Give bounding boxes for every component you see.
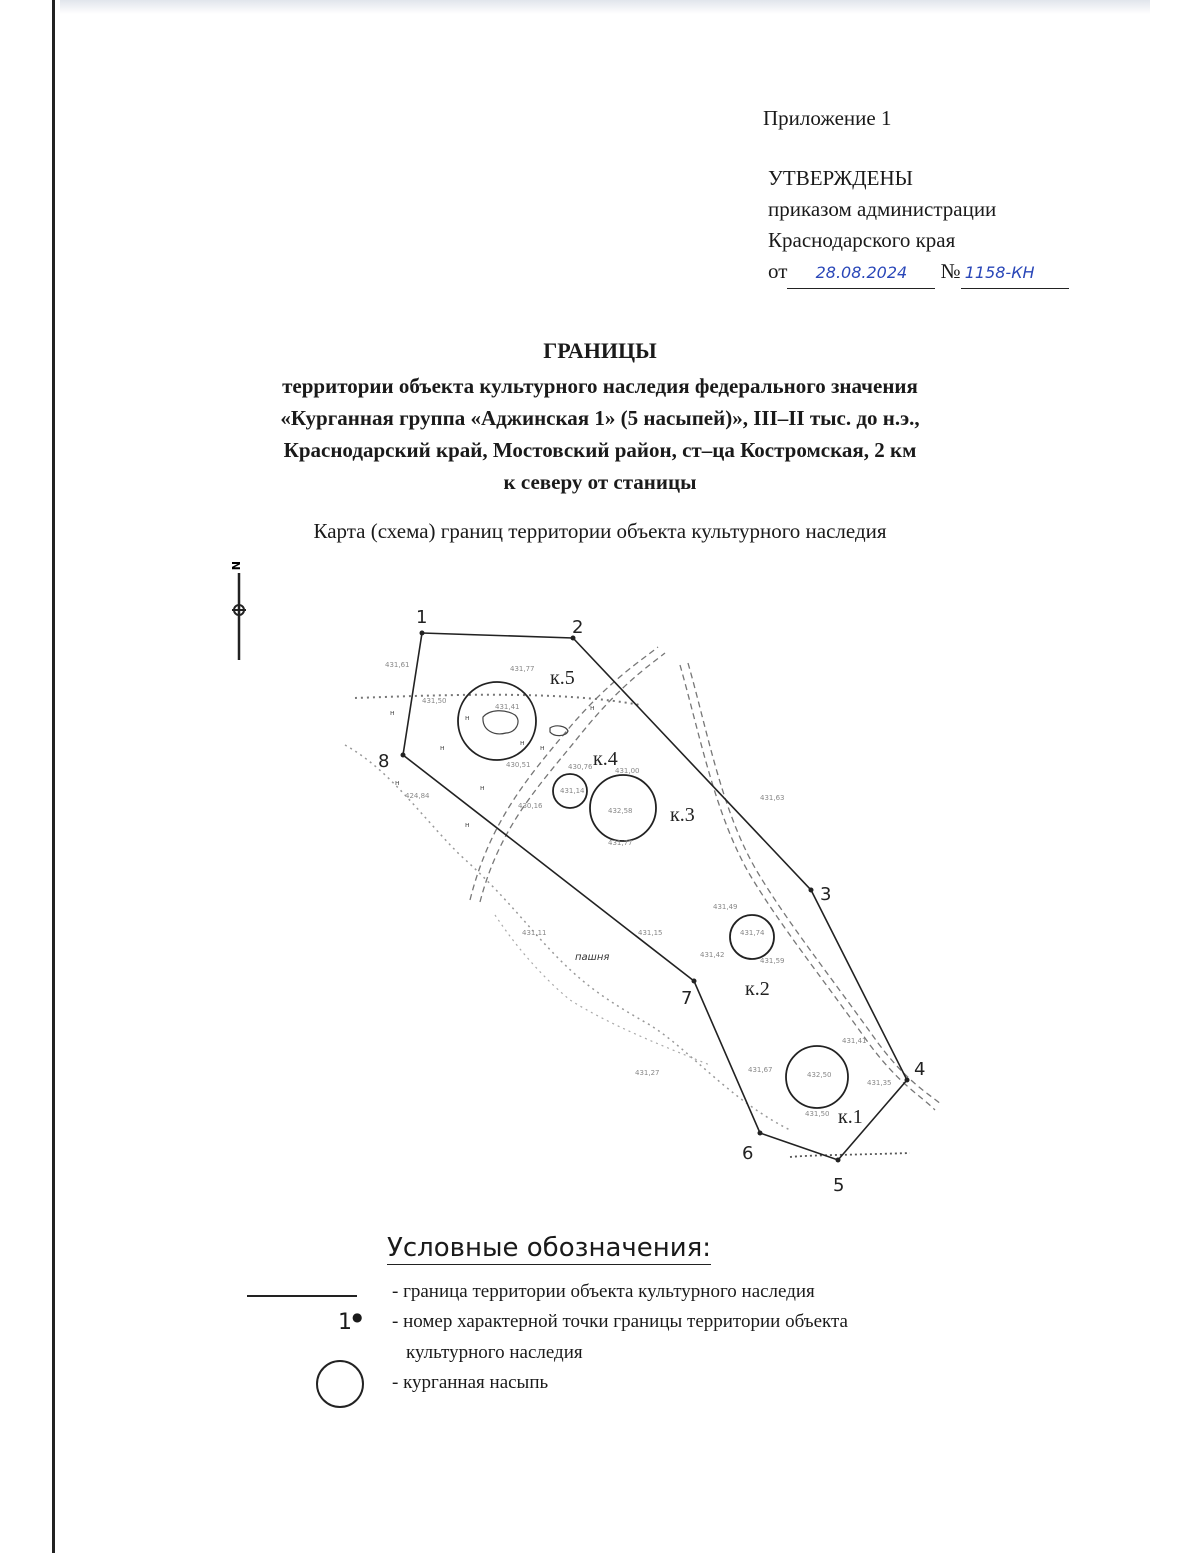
point-label-6: 6 (742, 1143, 754, 1164)
svg-text:431,63: 431,63 (760, 794, 785, 802)
svg-text:н: н (480, 784, 485, 792)
appendix-label: Приложение 1 (763, 106, 892, 130)
legend-point-text-1: - номер характерной точки границы территории объекта (392, 1311, 848, 1332)
number-prefix: № (940, 259, 961, 283)
svg-text:н: н (540, 744, 545, 752)
boundary-map (330, 595, 950, 1205)
svg-text:424,84: 424,84 (405, 792, 430, 800)
svg-text:431,77: 431,77 (510, 665, 535, 673)
field-label: пашня (575, 952, 610, 963)
approved-title: УТВЕРЖДЕНЫ (768, 166, 913, 190)
map-caption: Карта (схема) границ территории объекта культурного наследия (313, 519, 887, 543)
handwritten-number: 1158-КН (964, 263, 1035, 282)
field-edge-line (345, 745, 790, 1130)
svg-text:431,27: 431,27 (635, 1069, 660, 1077)
mound-label-4: к.4 (593, 748, 618, 770)
approved-line-2: Краснодарского края (768, 228, 956, 252)
legend-title: Условные обозначения: (387, 1233, 712, 1263)
mound-label-1: к.1 (838, 1106, 863, 1128)
svg-text:431,11: 431,11 (522, 929, 547, 937)
mound-5-pit (483, 711, 518, 734)
title-line-3: Краснодарский край, Мостовский район, ст–ца Костромская, 2 км (283, 438, 917, 462)
svg-text:н: н (465, 821, 470, 829)
point-label-2: 2 (572, 617, 584, 638)
boundary-point-6 (758, 1131, 763, 1136)
point-label-1: 1 (416, 607, 428, 628)
road-edge-dotted (790, 1153, 910, 1157)
legend-boundary-line (247, 1295, 357, 1297)
svg-text:430,76: 430,76 (568, 763, 593, 771)
field-edge-line-2 (495, 915, 710, 1065)
svg-text:431,15: 431,15 (638, 929, 663, 937)
svg-text:432,50: 432,50 (807, 1071, 832, 1079)
point-label-8: 8 (378, 751, 390, 772)
approval-block (768, 163, 1069, 289)
svg-text:431,00: 431,00 (615, 767, 640, 775)
boundary-point-1 (420, 631, 425, 636)
mound-2-circle (730, 915, 774, 959)
handwritten-date: 28.08.2024 (815, 263, 908, 282)
svg-text:431,77: 431,77 (608, 839, 633, 847)
date-prefix: от (768, 259, 788, 283)
point-label-5: 5 (833, 1175, 845, 1196)
document-title: ГРАНИЦЫ (543, 338, 657, 363)
svg-text:431,49: 431,49 (713, 903, 738, 911)
svg-text:431,35: 431,35 (867, 1079, 892, 1087)
road-line-3 (680, 665, 935, 1110)
scan-artifact (60, 0, 1150, 14)
title-line-4: к северу от станицы (503, 470, 697, 494)
mound-label-5: к.5 (550, 667, 575, 689)
boundary-point-4 (905, 1078, 910, 1083)
svg-text:431,50: 431,50 (805, 1110, 830, 1118)
svg-text:431,14: 431,14 (560, 787, 585, 795)
point-label-4: 4 (914, 1059, 926, 1080)
svg-text:н: н (520, 739, 525, 747)
svg-text:431,67: 431,67 (748, 1066, 773, 1074)
title-line-2: «Курганная группа «Аджинская 1» (5 насыпей)», III–II тыс. до н.э., (280, 406, 920, 430)
boundary-point-7 (692, 979, 697, 984)
svg-text:н: н (440, 744, 445, 752)
legend-point-text-2: культурного наследия (406, 1342, 583, 1363)
road-line-4 (688, 663, 942, 1105)
legend-mound-circle-icon (316, 1360, 364, 1408)
page-edge-line (52, 0, 55, 1553)
svg-text:н: н (395, 779, 400, 787)
approved-line-1: приказом администрации (768, 197, 997, 221)
boundary-point-3 (809, 888, 814, 893)
svg-text:432,58: 432,58 (608, 807, 633, 815)
mound-5-pit-2 (550, 726, 568, 736)
north-label: N (229, 561, 242, 571)
legend-boundary-text: - граница территории объекта культурного наследия (392, 1281, 815, 1302)
svg-text:430,51: 430,51 (506, 761, 531, 769)
svg-text:431,42: 431,42 (700, 951, 725, 959)
svg-text:431,61: 431,61 (385, 661, 410, 669)
svg-text:н: н (590, 704, 595, 712)
approval-date-number (768, 256, 1069, 289)
north-arrow-icon (222, 555, 252, 665)
svg-text:н: н (465, 714, 470, 722)
svg-text:431,50: 431,50 (422, 697, 447, 705)
svg-text:н: н (390, 709, 395, 717)
boundary-point-8 (401, 753, 406, 758)
svg-text:431,41: 431,41 (495, 703, 520, 711)
svg-text:431,41: 431,41 (842, 1037, 867, 1045)
point-label-7: 7 (681, 988, 693, 1009)
mound-5-circle (458, 682, 536, 760)
svg-text:431,59: 431,59 (760, 957, 785, 965)
mound-label-3: к.3 (670, 804, 695, 826)
svg-text:430,16: 430,16 (518, 802, 543, 810)
mound-label-2: к.2 (745, 978, 770, 1000)
boundary-point-5 (836, 1158, 841, 1163)
legend-mound-text: - курганная насыпь (392, 1372, 549, 1393)
title-line-1: территории объекта культурного наследия федерального значения (282, 374, 918, 398)
svg-text:431,74: 431,74 (740, 929, 765, 937)
legend-point-symbol: 1● (338, 1310, 363, 1335)
point-label-3: 3 (820, 884, 832, 905)
document-subtitle-block (0, 370, 1200, 498)
